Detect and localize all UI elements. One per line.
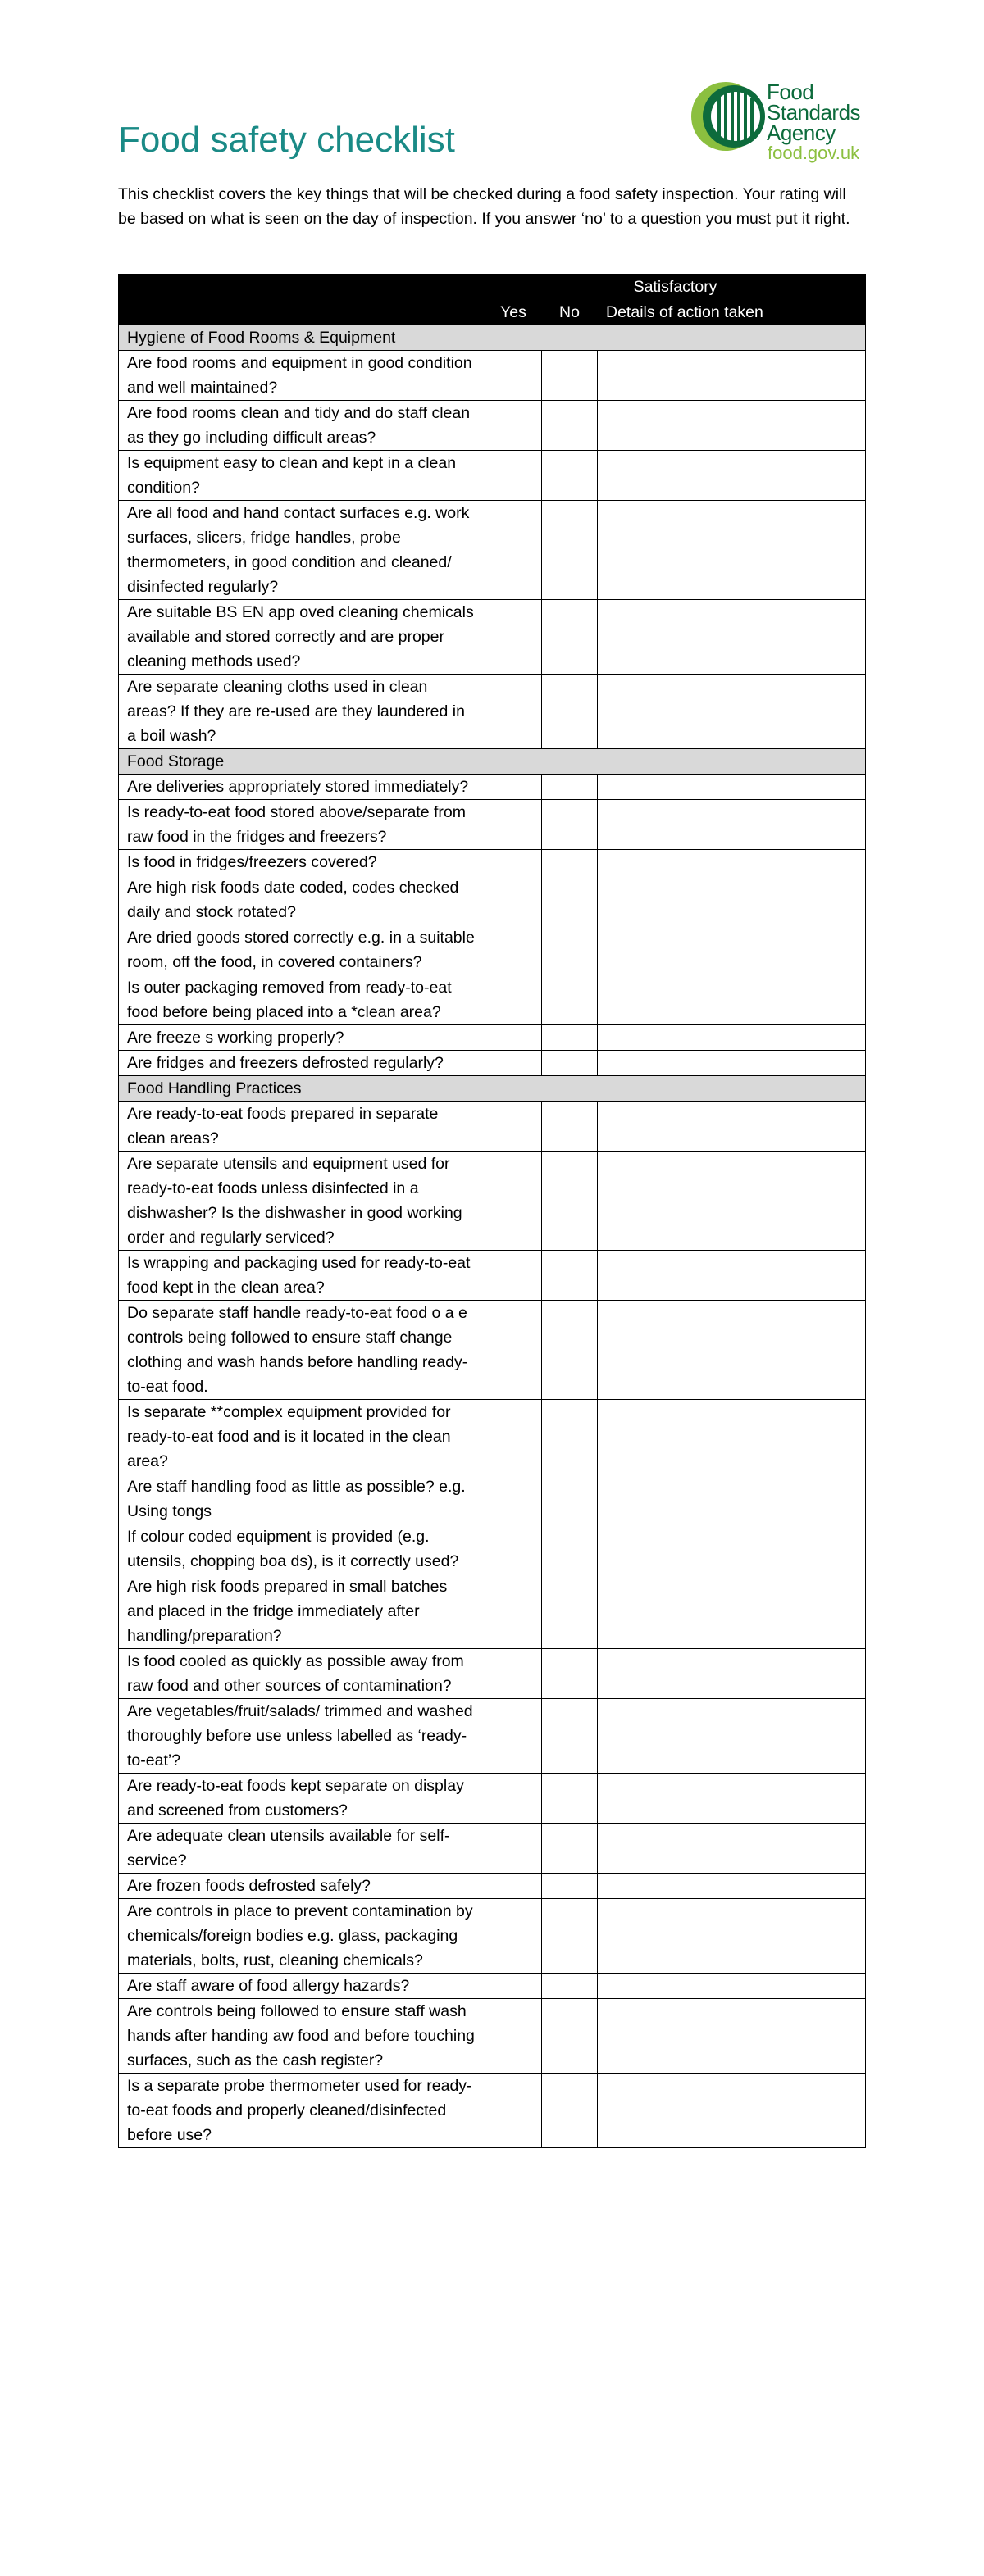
yes-cell[interactable] [485,1824,542,1874]
yes-cell[interactable] [485,850,542,875]
checklist-header [119,275,866,325]
details-cell[interactable] [598,1574,866,1649]
no-cell[interactable] [542,451,598,501]
table-row [119,1649,866,1699]
question-text: Are ready-to-eat foods prepared in separate clean areas? [119,1102,485,1152]
yes-cell[interactable] [485,1874,542,1899]
table-row [119,1574,866,1649]
no-cell[interactable] [542,675,598,749]
question-text: Are food rooms and equipment in good condition and well maintained? [119,351,485,401]
no-cell[interactable] [542,1574,598,1649]
table-row [119,1824,866,1874]
details-cell[interactable] [598,1152,866,1251]
no-cell[interactable] [542,600,598,675]
header-yes: Yes [485,300,542,325]
details-cell[interactable] [598,1699,866,1774]
fsa-logo-wordmark: Food Standards Agency [767,80,861,145]
no-cell[interactable] [542,501,598,600]
yes-cell[interactable] [485,501,542,600]
details-cell[interactable] [598,1649,866,1699]
no-cell[interactable] [542,1899,598,1974]
no-cell[interactable] [542,775,598,800]
table-row [119,1251,866,1301]
section-title: Hygiene of Food Rooms & Equipment [119,325,866,351]
table-row [119,775,866,800]
header-blank-2 [119,300,485,325]
question-text: Are separate utensils and equipment used for ready-to-eat foods unless disinfected in a dishwasher? Is the dishwasher in good working order and regularly serviced? [119,1152,485,1251]
question-text: Are frozen foods defrosted safely? [119,1874,485,1899]
question-text: Are freeze s working properly? [119,1025,485,1051]
no-cell[interactable] [542,1152,598,1251]
table-row [119,850,866,875]
details-cell[interactable] [598,775,866,800]
details-cell[interactable] [598,1400,866,1474]
no-cell[interactable] [542,1102,598,1152]
table-row [119,1102,866,1152]
no-cell[interactable] [542,975,598,1025]
details-cell[interactable] [598,1899,866,1974]
details-cell[interactable] [598,600,866,675]
yes-cell[interactable] [485,800,542,850]
question-text: Are suitable BS EN app oved cleaning chemicals available and stored correctly and are proper cleaning methods used? [119,600,485,675]
table-row [119,1152,866,1251]
question-text: Are deliveries appropriately stored immediately? [119,775,485,800]
question-text: Are ready-to-eat foods kept separate on display and screened from customers? [119,1774,485,1824]
question-text: Are vegetables/fruit/salads/ trimmed and washed thoroughly before use unless labelled as ‘ready-to-eat’? [119,1699,485,1774]
table-row [119,1301,866,1400]
yes-cell[interactable] [485,1649,542,1699]
table-row [119,2074,866,2148]
table-row [119,675,866,749]
section-title: Food Storage [119,749,866,775]
question-text: Is separate **complex equipment provided for ready-to-eat food and is it located in the clean area? [119,1400,485,1474]
yes-cell[interactable] [485,1152,542,1251]
details-cell[interactable] [598,1524,866,1574]
table-row [119,1699,866,1774]
checklist-table [118,274,866,2148]
fsa-logo-url: food.gov.uk [768,143,860,163]
no-cell[interactable] [542,1974,598,1999]
question-text: Is ready-to-eat food stored above/separate from raw food in the fridges and freezers? [119,800,485,850]
table-row [119,1474,866,1524]
details-cell[interactable] [598,2074,866,2148]
question-text: Is outer packaging removed from ready-to-eat food before being placed into a *clean area? [119,975,485,1025]
no-cell[interactable] [542,1524,598,1574]
no-cell[interactable] [542,351,598,401]
details-cell[interactable] [598,800,866,850]
details-cell[interactable] [598,1974,866,1999]
yes-cell[interactable] [485,351,542,401]
question-text: Are food rooms clean and tidy and do staff clean as they go including difficult areas? [119,401,485,451]
yes-cell[interactable] [485,1574,542,1649]
details-cell[interactable] [598,501,866,600]
question-text: Are controls in place to prevent contamination by chemicals/foreign bodies e.g. glass, packaging materials, bolts, rust, cleaning chemicals? [119,1899,485,1974]
section-row [119,325,866,351]
table-row [119,1051,866,1076]
yes-cell[interactable] [485,1025,542,1051]
question-text: Are fridges and freezers defrosted regularly? [119,1051,485,1076]
yes-cell[interactable] [485,1051,542,1076]
question-text: Are controls being followed to ensure staff wash hands after handing aw food and before touching surfaces, such as the cash register? [119,1999,485,2074]
question-text: Is food in fridges/freezers covered? [119,850,485,875]
no-cell[interactable] [542,800,598,850]
table-row [119,351,866,401]
no-cell[interactable] [542,1824,598,1874]
table-row [119,501,866,600]
details-cell[interactable] [598,451,866,501]
yes-cell[interactable] [485,401,542,451]
details-cell[interactable] [598,1474,866,1524]
header-no: No [542,300,598,325]
details-cell[interactable] [598,850,866,875]
no-cell[interactable] [542,875,598,925]
no-cell[interactable] [542,1999,598,2074]
yes-cell[interactable] [485,1251,542,1301]
yes-cell[interactable] [485,925,542,975]
details-cell[interactable] [598,1025,866,1051]
yes-cell[interactable] [485,675,542,749]
question-text: Do separate staff handle ready-to-eat food o a e controls being followed to ensure staff change clothing and wash hands before handling ready-to-eat food. [119,1301,485,1400]
table-row [119,1899,866,1974]
table-row [119,401,866,451]
no-cell[interactable] [542,850,598,875]
section-row [119,1076,866,1102]
details-cell[interactable] [598,925,866,975]
no-cell[interactable] [542,925,598,975]
table-row [119,1774,866,1824]
table-row [119,600,866,675]
yes-cell[interactable] [485,875,542,925]
no-cell[interactable] [542,2074,598,2148]
no-cell[interactable] [542,1301,598,1400]
yes-cell[interactable] [485,1474,542,1524]
table-row [119,1974,866,1999]
table-row [119,800,866,850]
yes-cell[interactable] [485,1899,542,1974]
yes-cell[interactable] [485,1102,542,1152]
no-cell[interactable] [542,1774,598,1824]
checklist-body [119,325,866,2148]
details-cell[interactable] [598,875,866,925]
yes-cell[interactable] [485,600,542,675]
table-row [119,1025,866,1051]
fsa-logo-mark-icon [691,79,767,154]
no-cell[interactable] [542,1474,598,1524]
question-text: Are separate cleaning cloths used in clean areas? If they are re-used are they laundered in a boil wash? [119,675,485,749]
section-title: Food Handling Practices [119,1076,866,1102]
details-cell[interactable] [598,1824,866,1874]
no-cell[interactable] [542,1051,598,1076]
details-cell[interactable] [598,1102,866,1152]
details-cell[interactable] [598,401,866,451]
no-cell[interactable] [542,1251,598,1301]
header-satisfactory: Satisfactory [485,275,866,300]
no-cell[interactable] [542,401,598,451]
yes-cell[interactable] [485,1699,542,1774]
yes-cell[interactable] [485,1774,542,1824]
no-cell[interactable] [542,1699,598,1774]
details-cell[interactable] [598,1301,866,1400]
question-text: Are staff aware of food allergy hazards? [119,1974,485,1999]
yes-cell[interactable] [485,1524,542,1574]
yes-cell[interactable] [485,975,542,1025]
header-details: Details of action taken [598,300,866,325]
question-text: Is wrapping and packaging used for ready-to-eat food kept in the clean area? [119,1251,485,1301]
details-cell[interactable] [598,351,866,401]
table-row [119,1400,866,1474]
yes-cell[interactable] [485,451,542,501]
table-row [119,925,866,975]
details-cell[interactable] [598,1874,866,1899]
fsa-logo [691,79,868,164]
question-text: Are all food and hand contact surfaces e.g. work surfaces, slicers, fridge handles, probe thermometers, in good condition and cleaned/ disinfected regularly? [119,501,485,600]
table-row [119,975,866,1025]
question-text: Are high risk foods date coded, codes checked daily and stock rotated? [119,875,485,925]
header-blank [119,275,485,300]
table-row [119,875,866,925]
yes-cell[interactable] [485,1400,542,1474]
question-text: If colour coded equipment is provided (e.g. utensils, chopping boa ds), is it correctly used? [119,1524,485,1574]
question-text: Are high risk foods prepared in small batches and placed in the fridge immediately after handling/preparation? [119,1574,485,1649]
no-cell[interactable] [542,1874,598,1899]
details-cell[interactable] [598,1051,866,1076]
question-text: Is equipment easy to clean and kept in a clean condition? [119,451,485,501]
no-cell[interactable] [542,1649,598,1699]
page-title: Food safety checklist [118,120,455,160]
question-text: Is food cooled as quickly as possible away from raw food and other sources of contamination? [119,1649,485,1699]
question-text: Are staff handling food as little as possible? e.g. Using tongs [119,1474,485,1524]
yes-cell[interactable] [485,1974,542,1999]
yes-cell[interactable] [485,1301,542,1400]
table-row [119,451,866,501]
question-text: Are dried goods stored correctly e.g. in a suitable room, off the food, in covered containers? [119,925,485,975]
details-cell[interactable] [598,1999,866,2074]
table-row [119,1874,866,1899]
details-cell[interactable] [598,975,866,1025]
question-text: Is a separate probe thermometer used for ready-to-eat foods and properly cleaned/disinfected before use? [119,2074,485,2148]
yes-cell[interactable] [485,775,542,800]
section-row [119,749,866,775]
no-cell[interactable] [542,1025,598,1051]
table-row [119,1999,866,2074]
no-cell[interactable] [542,1400,598,1474]
yes-cell[interactable] [485,2074,542,2148]
details-cell[interactable] [598,1774,866,1824]
details-cell[interactable] [598,1251,866,1301]
details-cell[interactable] [598,675,866,749]
question-text: Are adequate clean utensils available for self-service? [119,1824,485,1874]
intro-text: This checklist covers the key things that will be checked during a food safety inspection. Your rating will be based on what is seen on the day of inspection. If you answer ‘no’ to a question you must put it right. [118,185,850,228]
yes-cell[interactable] [485,1999,542,2074]
table-row [119,1524,866,1574]
